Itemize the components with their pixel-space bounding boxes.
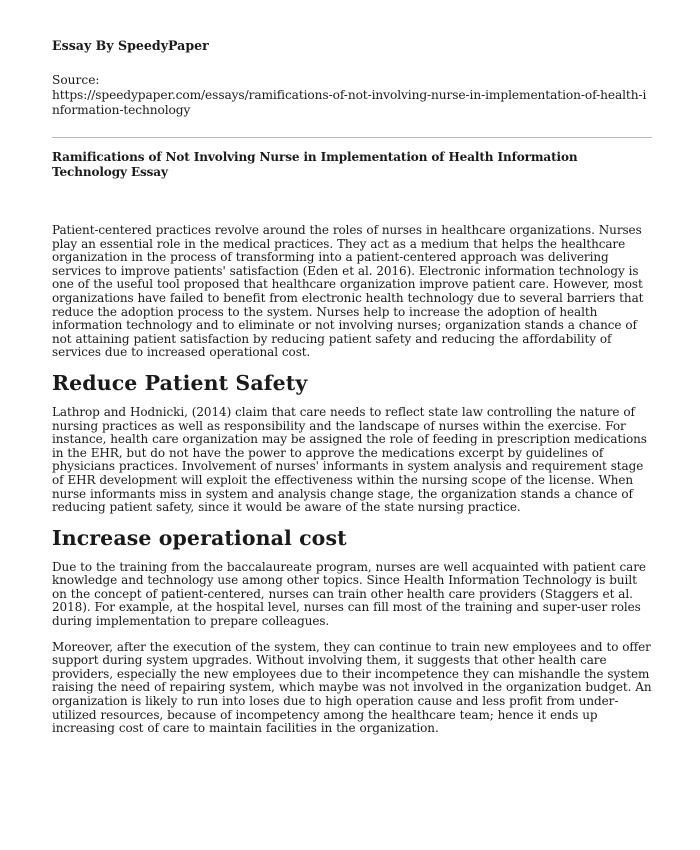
essay-header [52, 38, 652, 118]
essay-author-line: Essay By SpeedyPaper [52, 38, 209, 53]
section-heading-operational-cost: Increase operational cost [52, 525, 347, 550]
source-label: Source: [52, 73, 100, 87]
section-heading-patient-safety: Reduce Patient Safety [52, 370, 308, 395]
essay-title: Ramifications of Not Involving Nurse in Implementation of Health Information Technology Essay [52, 150, 578, 179]
source-link[interactable]: https://speedypaper.com/essays/ramifications-of-not-involving-nurse-in-implementation-of-health-information-technology [52, 88, 647, 117]
operational-cost-paragraph-2: Moreover, after the execution of the system, they can continue to train new employees and to offer support during system upgrades. Without involving them, it suggests that other health care providers, especially the new employees due to their incompetence they can mishandle the system raising the need of repairing system, which maybe was not involved in the organization budget. An organization is likely to run into loses due to high operation cause and less profit from under-utilized resources, because of incompetency among the healthcare team; hence it ends up increasing cost of care to maintain facilities in the organization. [52, 639, 652, 736]
header-divider [52, 137, 652, 138]
intro-paragraph: Patient-centered practices revolve around the roles of nurses in healthcare organizations. Nurses play an essential role in the medical practices. They act as a medium that helps the healthcare organization in the process of transforming into a patient-centered approach was delivering services to improve patients' satisfaction (Eden et al. 2016). Electronic information technology is one of the useful tool proposed that healthcare organization improve patient care. However, most organizations have failed to benefit from electronic health technology due to several barriers that reduce the adoption process to the system. Nurses help to increase the adoption of health information technology and to eliminate or not involving nurses; organization stands a chance of not attaining patient satisfaction by reducing patient safety and reducing the affordability of services due to increased operational cost. [52, 223, 644, 360]
essay-page [52, 38, 652, 736]
patient-safety-paragraph: Lathrop and Hodnicki, (2014) claim that care needs to reflect state law controlling the nature of nursing practices as well as responsibility and the landscape of nurses within the exercise. For instance, health care organization may be assigned the role of feeding in prescription medications in the EHR, but do not have the power to approve the medications excerpt by guidelines of physicians practices. Involvement of nurses' informants in system analysis and requirement stage of EHR development will exploit the effectiveness within the nursing scope of the license. When nurse informants miss in system and analysis change stage, the organization stands a chance of reducing patient safety, since it would be aware of the state nursing practice. [52, 404, 647, 515]
operational-cost-paragraph-1: Due to the training from the baccalaureate program, nurses are well acquainted with patient care knowledge and technology use among other topics. Since Health Information Technology is built on the concept of patient-centered, nurses can train other health care providers (Staggers et al. 2018). For example, at the hospital level, nurses can fill most of the training and super-user roles during implementation to prepare colleagues. [52, 559, 646, 629]
